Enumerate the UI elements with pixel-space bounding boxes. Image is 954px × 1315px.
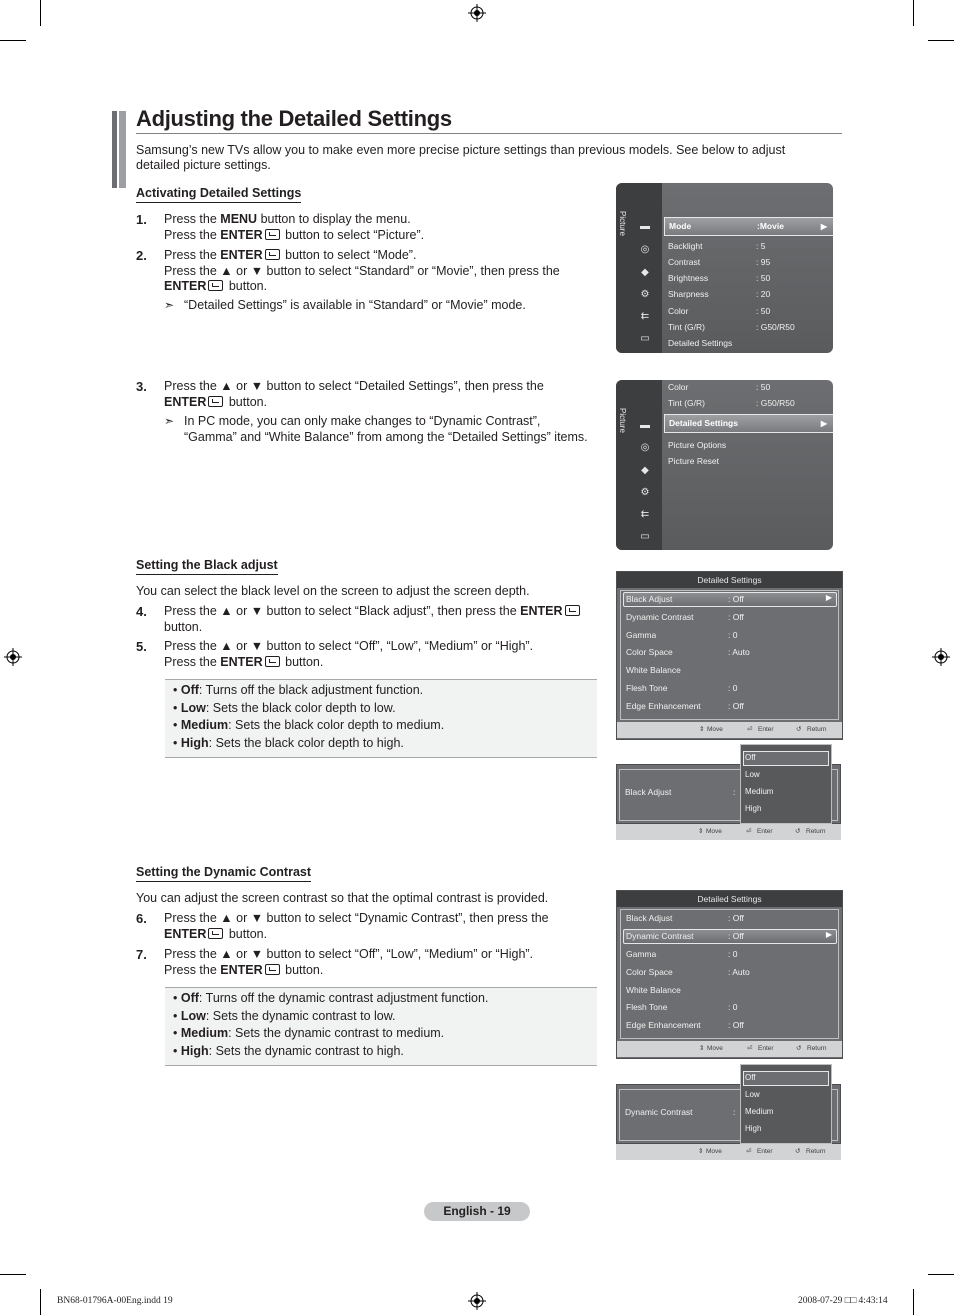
crop-mark: [913, 1289, 914, 1315]
step-2-note: “Detailed Settings” is available in “Standard” or “Movie” mode.: [184, 298, 526, 312]
arrow-right-icon: ▶: [820, 222, 827, 231]
setting-value: : Off: [728, 612, 744, 622]
setting-label: Dynamic Contrast: [626, 612, 694, 622]
enter-icon: ⏎: [747, 726, 753, 733]
menu-item-label: Detailed Settings: [668, 338, 733, 348]
option-item: • Off: Turns off the black adjustment function.: [173, 683, 424, 697]
black-adjust-dropdown-list[interactable]: [740, 744, 832, 824]
dynamic-contrast-options-box: [165, 987, 597, 1066]
menu-item-mode[interactable]: Mode :Movie ▶: [664, 217, 833, 236]
setting-label: Color Space: [626, 647, 673, 657]
intro-text: Samsung’s new TVs allow you to make even more precise picture settings than previous models. See below to adjust detailed picture settings.: [136, 143, 786, 172]
menu-item-detailed-settings[interactable]: Detailed Settings ▶: [664, 414, 833, 433]
setting-colon: :: [733, 1107, 736, 1117]
setting-label: Gamma: [626, 630, 657, 640]
step-4-text: Press the ▲ or ▼ button to select “Black adjust”, then press the ENTER button.: [164, 604, 604, 635]
setting-label: Edge Enhancement: [626, 701, 701, 711]
registration-mark-icon: [932, 648, 950, 666]
enter-icon: [208, 928, 223, 939]
menu-item-label: Tint (G/R): [668, 322, 705, 332]
setting-label: Gamma: [626, 949, 657, 959]
footer-move: Move: [707, 726, 723, 733]
dropdown-option[interactable]: Low: [745, 770, 760, 779]
arrow-right-icon: ▶: [825, 930, 832, 939]
return-icon: ↺: [796, 726, 802, 733]
option-item: • High: Sets the black color depth to high.: [173, 735, 404, 750]
enter-icon: [265, 656, 280, 667]
application-icon: ▭: [640, 333, 650, 344]
menu-item-label: Picture Options: [668, 440, 727, 450]
menu-item-value: : G50/R50: [756, 398, 795, 408]
menu-item-label: Backlight: [668, 241, 703, 251]
move-icon: ⇕: [698, 828, 704, 835]
setting-value: : Off: [728, 701, 744, 711]
setup-icon: ⚙: [640, 289, 650, 300]
menu-item-label: Contrast: [668, 257, 701, 267]
section-heading-dynamic-contrast: Setting the Dynamic Contrast: [136, 865, 311, 882]
return-icon: ↺: [796, 1045, 802, 1052]
print-date: 2008-07-29 □□ 4:43:14: [798, 1296, 888, 1306]
setting-value: : Off: [728, 913, 744, 923]
menu-item-value: : 5: [756, 241, 766, 251]
crop-mark: [0, 1274, 26, 1275]
registration-mark-icon: [468, 4, 486, 22]
picture-icon: ▬: [640, 420, 650, 431]
title-accent-bar: [112, 111, 126, 188]
menu-item-label: Color: [668, 382, 689, 392]
input-icon: ⇇: [640, 311, 650, 322]
step-7-text: Press the ▲ or ▼ button to select “Off”, “Low”, “Medium” or “High”. Press the ENTER button.: [164, 947, 534, 977]
setting-label: Dynamic Contrast: [626, 931, 694, 941]
step-5-text: Press the ▲ or ▼ button to select “Off”, “Low”, “Medium” or “High”. Press the ENTER button.: [164, 639, 534, 669]
sound-icon: ◎: [640, 244, 650, 255]
note-arrow-icon: ➣: [164, 414, 175, 428]
option-item: • Medium: Sets the black color depth to medium.: [173, 718, 445, 733]
registration-mark-icon: [468, 1292, 486, 1310]
crop-mark: [913, 0, 914, 26]
setting-label: Black Adjust: [625, 787, 672, 797]
footer-return: Return: [807, 726, 827, 733]
step-number: 2.: [136, 248, 147, 263]
step-number: 5.: [136, 639, 147, 654]
step-number: 7.: [136, 947, 147, 962]
channel-icon: ◆: [641, 267, 649, 278]
move-icon: ⇕: [699, 726, 705, 733]
setting-value: : Auto: [728, 967, 750, 977]
step-1-text: Press the MENU button to display the menu. Press the ENTER button to select “Picture”.: [164, 212, 425, 242]
setting-colon: :: [733, 787, 736, 797]
move-icon: ⇕: [698, 1148, 704, 1155]
enter-icon: [208, 280, 223, 291]
dropdown-option[interactable]: Medium: [745, 1107, 774, 1116]
option-item: • Low: Sets the black color depth to low.: [173, 700, 396, 715]
dropdown-option[interactable]: Off: [745, 1073, 756, 1082]
panel-footer: [617, 722, 842, 738]
detailed-settings-panel: [616, 571, 843, 740]
menu-item-label: Tint (G/R): [668, 398, 705, 408]
menu-item-value: : 20: [756, 289, 771, 299]
setting-value: : Off: [728, 594, 744, 604]
setting-value: : 0: [728, 630, 738, 640]
setting-value: : Off: [728, 1020, 744, 1030]
enter-icon: [265, 229, 280, 240]
page-title: Adjusting the Detailed Settings: [136, 106, 452, 131]
crop-mark: [0, 40, 26, 41]
crop-mark: [928, 1274, 954, 1275]
dropdown-option[interactable]: Off: [745, 753, 756, 762]
black-adjust-intro: You can select the black level on the screen to adjust the screen depth.: [136, 584, 530, 598]
registration-mark-icon: [4, 648, 22, 666]
footer-enter: Enter: [758, 726, 774, 733]
return-icon: ↺: [795, 828, 801, 835]
menu-item-label: Color: [668, 306, 689, 316]
setting-label: Color Space: [626, 967, 673, 977]
section-heading-activating: Activating Detailed Settings: [136, 186, 301, 203]
setting-label: Edge Enhancement: [626, 1020, 701, 1030]
setting-value: : Auto: [728, 647, 750, 657]
option-item: • Low: Sets the dynamic contrast to low.: [173, 1008, 396, 1023]
setting-label: Flesh Tone: [626, 683, 668, 693]
file-info: BN68-01796A-00Eng.indd 19: [57, 1296, 173, 1306]
crop-mark: [928, 40, 954, 41]
crop-mark: [40, 0, 41, 26]
step-number: 6.: [136, 911, 147, 926]
menu-item-value: : 50: [756, 382, 771, 392]
detailed-settings-panel: [616, 890, 843, 1059]
dynamic-contrast-intro: You can adjust the screen contrast so that the optimal contrast is provided.: [136, 891, 549, 905]
setting-value: : Off: [728, 931, 744, 941]
detailed-settings-menu-screenshot: [616, 380, 833, 550]
panel-footer: ⇕ Move ⏎ Enter ↺ Return: [616, 1144, 841, 1160]
menu-side-label: Picture: [618, 211, 627, 236]
setting-value: : 0: [728, 683, 738, 693]
enter-icon: [265, 964, 280, 975]
arrow-right-icon: ▶: [820, 419, 827, 428]
crop-mark: [40, 1289, 41, 1315]
step-number: 3.: [136, 379, 147, 394]
step-number: 4.: [136, 604, 147, 619]
step-2-text: Press the ENTER button to select “Mode”. Press the ▲ or ▼ button to select “Standard” or “Movie”, then press the ENTER button.: [164, 248, 560, 293]
panel-title: Detailed Settings: [617, 891, 842, 907]
setting-label: Black Adjust: [626, 594, 673, 604]
step-6-text: Press the ▲ or ▼ button to select “Dynamic Contrast”, then press the ENTER button.: [164, 911, 549, 941]
enter-icon: ⏎: [747, 1045, 753, 1052]
menu-item-value: : 50: [756, 273, 771, 283]
enter-icon: [565, 605, 580, 616]
dropdown-option[interactable]: High: [745, 804, 762, 813]
option-item: • Off: Turns off the dynamic contrast adjustment function.: [173, 991, 489, 1005]
setting-value: : 0: [728, 1002, 738, 1012]
option-item: • High: Sets the dynamic contrast to high.: [173, 1043, 404, 1058]
dynamic-contrast-dropdown-list[interactable]: [740, 1064, 832, 1144]
input-icon: ⇇: [640, 509, 650, 520]
setting-label: White Balance: [626, 985, 681, 995]
dropdown-option[interactable]: Medium: [745, 787, 774, 796]
black-adjust-options-box: [165, 679, 597, 758]
menu-item-value: : 50: [756, 306, 771, 316]
setting-label: Black Adjust: [626, 913, 673, 923]
panel-title: Detailed Settings: [617, 572, 842, 588]
move-icon: ⇕: [699, 1045, 705, 1052]
menu-item-label: Picture Reset: [668, 456, 720, 466]
setting-label: Flesh Tone: [626, 1002, 668, 1012]
picture-menu-screenshot: [616, 183, 833, 353]
picture-icon: ▬: [640, 221, 650, 232]
menu-item-value: : G50/R50: [756, 322, 795, 332]
enter-icon: [265, 249, 280, 260]
application-icon: ▭: [640, 531, 650, 542]
setting-value: : 0: [728, 949, 738, 959]
note-arrow-icon: ➣: [164, 298, 175, 312]
enter-icon: ⏎: [746, 828, 752, 835]
step-3-text: Press the ▲ or ▼ button to select “Detailed Settings”, then press the ENTER button.: [164, 379, 544, 409]
sound-icon: ◎: [640, 442, 650, 453]
setup-icon: ⚙: [640, 487, 650, 498]
section-heading-black-adjust: Setting the Black adjust: [136, 558, 278, 575]
dropdown-option[interactable]: Low: [745, 1090, 760, 1099]
menu-item-label: Sharpness: [668, 289, 709, 299]
menu-side-label: Picture: [618, 408, 627, 433]
menu-item-value: : 95: [756, 257, 771, 267]
setting-label: Dynamic Contrast: [625, 1107, 693, 1117]
setting-label: White Balance: [626, 665, 681, 675]
channel-icon: ◆: [641, 465, 649, 476]
menu-item-label: Brightness: [668, 273, 709, 283]
title-rule: [136, 133, 842, 134]
page-number: English - 19: [424, 1202, 530, 1221]
enter-icon: [208, 396, 223, 407]
option-item: • Medium: Sets the dynamic contrast to medium.: [173, 1026, 445, 1041]
step-number: 1.: [136, 212, 147, 227]
return-icon: ↺: [795, 1148, 801, 1155]
panel-footer: ⇕ Move ⏎ Enter ↺ Return: [616, 824, 841, 840]
arrow-right-icon: ▶: [825, 593, 832, 602]
dropdown-option[interactable]: High: [745, 1124, 762, 1133]
enter-icon: ⏎: [746, 1148, 752, 1155]
panel-footer: ⇕ Move ⏎ Enter ↺ Return: [617, 1041, 842, 1057]
step-3-note: In PC mode, you can only make changes to “Dynamic Contrast”, “Gamma” and “White Balance” from among the “Detailed Settings” items.: [184, 414, 588, 444]
